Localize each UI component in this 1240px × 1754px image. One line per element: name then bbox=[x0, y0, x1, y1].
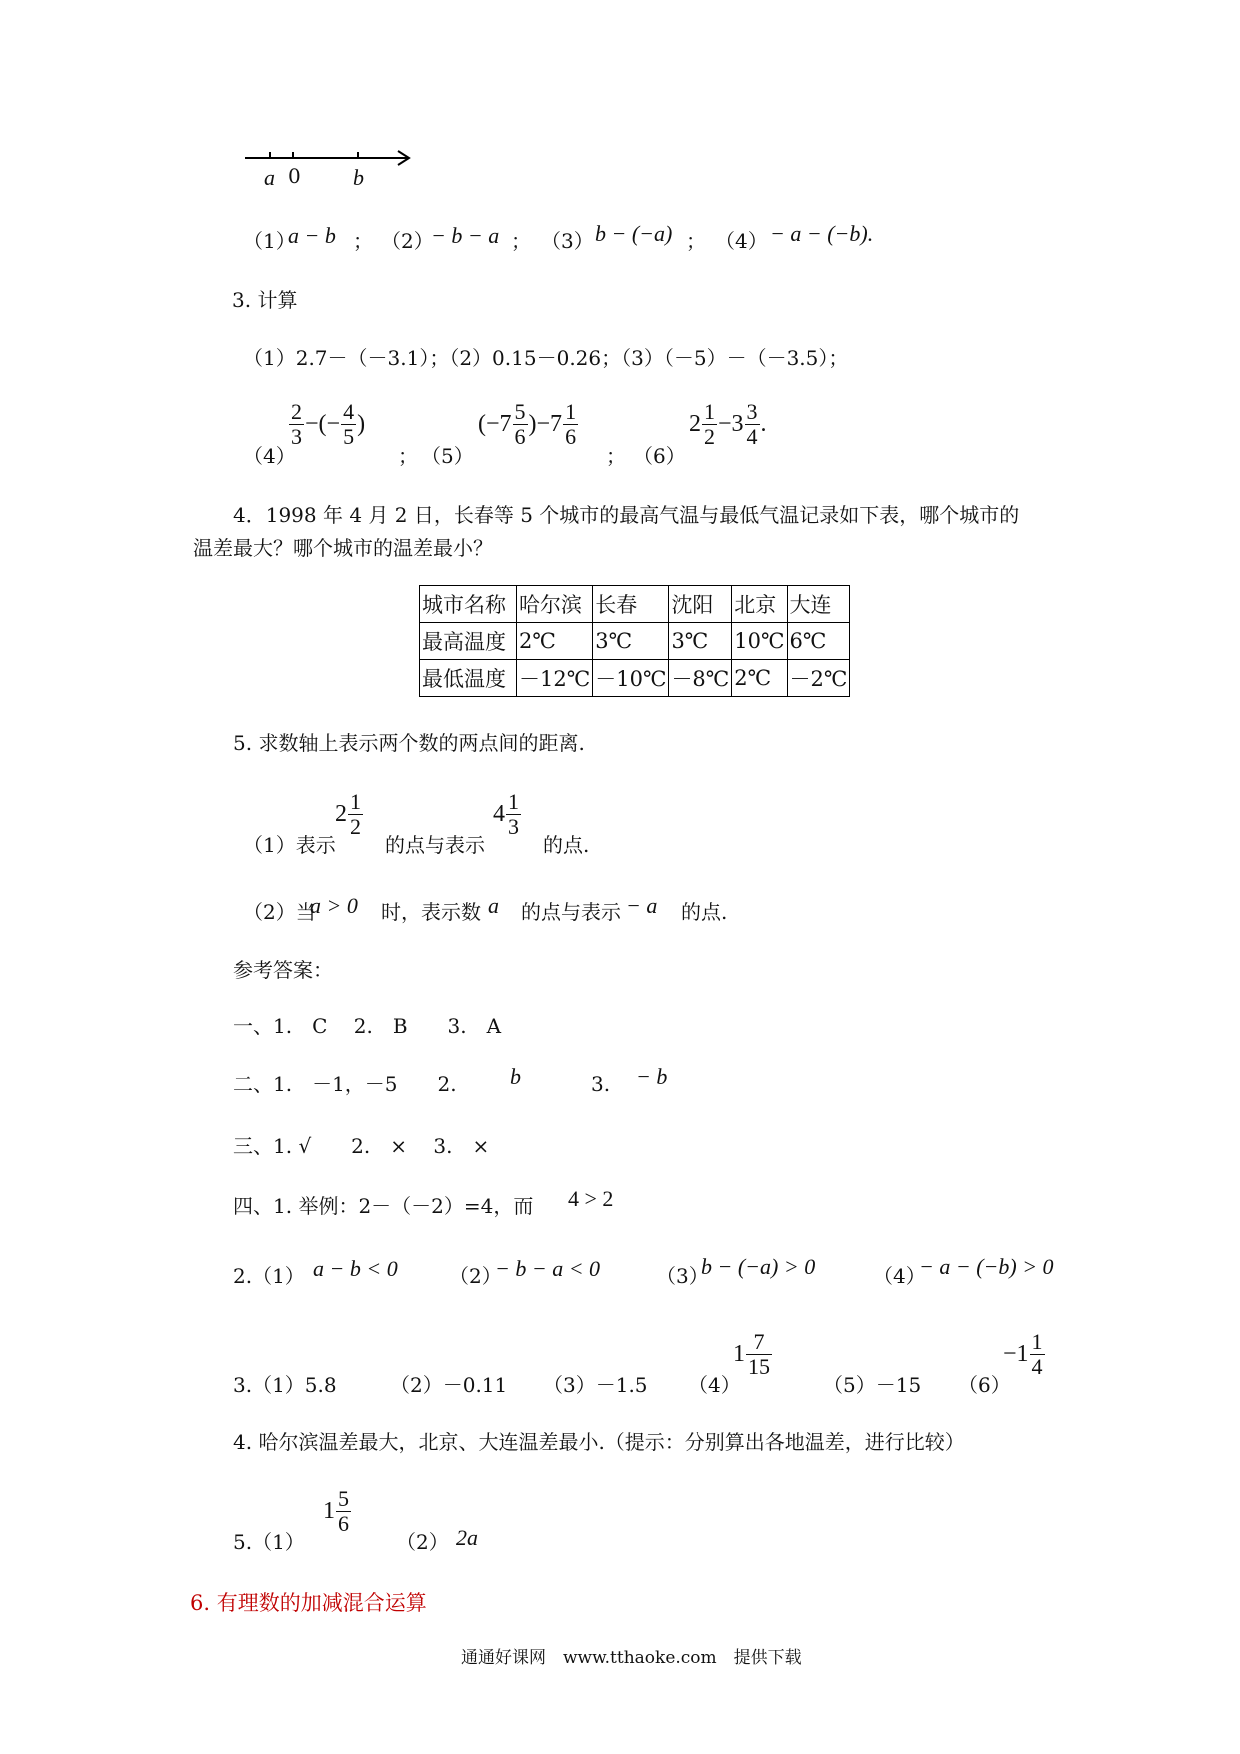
q5-2-mid2: 的点与表示 bbox=[521, 900, 621, 924]
ans4-e: 4 > 2 bbox=[568, 1186, 614, 1211]
temperature-table bbox=[419, 585, 850, 697]
ans8-e2: 2a bbox=[456, 1525, 478, 1550]
q5-1-pre: （1）表示 bbox=[243, 833, 336, 857]
ans5-p4: （4） bbox=[873, 1264, 926, 1288]
q5-part2 bbox=[243, 893, 743, 929]
q5-2-pre: （2）当 bbox=[243, 900, 316, 924]
table-cell: 3℃ bbox=[593, 623, 669, 660]
ans6-f4-w: 1 bbox=[733, 1341, 745, 1368]
q3-e4-a-den: 3 bbox=[291, 424, 302, 450]
q5-2-cond: a > 0 bbox=[310, 893, 358, 918]
q3-p5: （5） bbox=[421, 444, 474, 468]
table-cell: 6℃ bbox=[787, 623, 850, 660]
q5-1-w2: 4 bbox=[493, 801, 505, 828]
q5-1-f1-num: 1 bbox=[350, 789, 361, 814]
ans4-pre: 四、1. 举例：2－（－2）=4，而 bbox=[233, 1194, 534, 1218]
table-cell: 10℃ bbox=[732, 623, 787, 660]
ans5-pre: 2.（1） bbox=[233, 1264, 305, 1288]
ans6-l1: 3.（1）5.8 bbox=[233, 1373, 337, 1397]
q5-1-mixed2 bbox=[493, 790, 522, 839]
ans5-e2: − b − a < 0 bbox=[495, 1256, 601, 1281]
ans2-mid: 3. bbox=[591, 1072, 611, 1096]
ans6-l6: （6） bbox=[958, 1373, 1011, 1397]
number-line-label-0: 0 bbox=[288, 164, 301, 188]
q3-e4-mid: −(− bbox=[305, 411, 341, 438]
table-cell: 北京 bbox=[732, 586, 787, 623]
footer-text: 通通好课网 www.tthaoke.com 提供下载 bbox=[461, 1648, 802, 1668]
q4-line2: 温差最大？哪个城市的温差最小？ bbox=[193, 536, 493, 560]
q2-e4: − a − (−b). bbox=[770, 221, 874, 246]
table-row bbox=[420, 660, 850, 697]
q3-p6: （6） bbox=[633, 444, 686, 468]
table-cell: 大连 bbox=[787, 586, 850, 623]
q2-sep3: ； bbox=[686, 229, 706, 253]
q3-e6-b-den: 4 bbox=[746, 424, 758, 450]
q3-expr4 bbox=[288, 400, 365, 449]
ans6-f4-den: 15 bbox=[748, 1354, 770, 1380]
q3-e6-mid: −3 bbox=[718, 411, 744, 438]
answers-title: 参考答案： bbox=[233, 958, 333, 982]
q3-p4: （4） bbox=[243, 444, 296, 468]
q3-e5-a-num: 5 bbox=[514, 399, 526, 424]
table-cell: 城市名称 bbox=[420, 586, 517, 623]
ans8-p2: （2） bbox=[396, 1530, 449, 1554]
ans5-p2: （2） bbox=[449, 1264, 502, 1288]
ans2-e2: b bbox=[510, 1064, 521, 1089]
q3-line1: （1）2.7－（－3.1）；（2）0.15－0.26；（3）（－5）－（－3.5）； bbox=[243, 346, 849, 370]
q3-e4-end: ) bbox=[357, 411, 366, 438]
answer-section-4 bbox=[233, 1186, 653, 1222]
q5-1-f1-den: 2 bbox=[350, 814, 361, 840]
table-cell: 最低温度 bbox=[420, 660, 517, 697]
q2-p4: （4） bbox=[715, 229, 768, 253]
table-cell: 长春 bbox=[593, 586, 669, 623]
ans5-p3: （3） bbox=[656, 1264, 709, 1288]
q2-p1: （1） bbox=[243, 229, 296, 253]
ans8-frac bbox=[323, 1487, 352, 1536]
q5-1-post: 的点. bbox=[543, 833, 590, 857]
q5-2-neg: − a bbox=[626, 893, 658, 918]
q2-e3: b − (−a) bbox=[595, 221, 673, 246]
q2-p2: （2） bbox=[381, 229, 434, 253]
q3-e5-mid: )−7 bbox=[528, 411, 563, 438]
ans6-l5: （5）－15 bbox=[823, 1373, 922, 1397]
table-row bbox=[420, 586, 850, 623]
q3-e5-a-den: 6 bbox=[514, 424, 526, 450]
table-cell: －10℃ bbox=[593, 660, 669, 697]
answer-section-4-3 bbox=[233, 1330, 1063, 1400]
q5-1-w1: 2 bbox=[335, 801, 347, 828]
q5-1-mid: 的点与表示 bbox=[385, 833, 485, 857]
ans6-f6-den: 4 bbox=[1031, 1354, 1043, 1380]
q3-sep4: ； bbox=[398, 444, 418, 468]
q2-sep2: ； bbox=[511, 229, 531, 253]
q3-e6-w1: 2 bbox=[689, 411, 701, 438]
section-title: 6. 有理数的加减混合运算 bbox=[190, 1591, 427, 1615]
answer-section-3: 三、1. √ 2. × 3. × bbox=[233, 1134, 490, 1158]
q5-2-post: 的点. bbox=[681, 900, 728, 924]
q5-1-mixed1 bbox=[335, 790, 364, 839]
ans6-f6-num: 1 bbox=[1031, 1329, 1043, 1354]
ans6-l3: （3）－1.5 bbox=[543, 1373, 648, 1397]
ans6-f6-w: −1 bbox=[1003, 1341, 1029, 1368]
table-cell: －2℃ bbox=[787, 660, 850, 697]
number-line-label-a: a bbox=[264, 165, 275, 190]
ans2-e3: − b bbox=[636, 1064, 668, 1089]
ans8-pre: 5.（1） bbox=[233, 1530, 305, 1554]
q3-e4-b-den: 5 bbox=[343, 424, 355, 450]
q5-2-mid1: 时，表示数 bbox=[381, 900, 481, 924]
q3-e5-open: (−7 bbox=[478, 411, 512, 438]
q3-e4-b-num: 4 bbox=[343, 399, 355, 424]
answer-section-2 bbox=[233, 1064, 693, 1100]
table-cell: 沈阳 bbox=[669, 586, 732, 623]
q2-e2: − b − a bbox=[431, 223, 500, 248]
q5-part1 bbox=[243, 790, 663, 860]
answer-section-4-5 bbox=[233, 1487, 533, 1557]
table-cell: 哈尔滨 bbox=[517, 586, 593, 623]
ans5-e4: − a − (−b) > 0 bbox=[919, 1254, 1054, 1279]
q3-e5-b-den: 6 bbox=[565, 424, 577, 450]
q2-sep1: ； bbox=[353, 229, 373, 253]
table-cell: －8℃ bbox=[669, 660, 732, 697]
q3-expr6 bbox=[689, 400, 767, 449]
answer-section-1: 一、1. C 2. B 3. A bbox=[233, 1014, 502, 1038]
q4-line1: 4．1998 年 4 月 2 日，长春等 5 个城市的最高气温与最低气温记录如下表，哪个城市的 bbox=[233, 503, 1020, 527]
ans6-l4: （4） bbox=[688, 1373, 741, 1397]
q3-e6-b-num: 3 bbox=[746, 399, 758, 424]
number-line-label-b: b bbox=[353, 165, 364, 190]
q5-2-var: a bbox=[488, 893, 499, 918]
q3-e6-end: . bbox=[760, 411, 767, 438]
q3-title: 3. 计算 bbox=[232, 288, 298, 312]
q5-1-f2-num: 1 bbox=[508, 789, 519, 814]
table-cell: 2℃ bbox=[517, 623, 593, 660]
q3-e6-a-den: 2 bbox=[704, 424, 715, 450]
table-cell: 2℃ bbox=[732, 660, 787, 697]
q2-p3: （3） bbox=[541, 229, 594, 253]
q3-line2 bbox=[243, 400, 803, 470]
q3-e4-a-num: 2 bbox=[291, 399, 302, 424]
table-cell: 3℃ bbox=[669, 623, 732, 660]
table-cell: －12℃ bbox=[517, 660, 593, 697]
answer-section-4-2 bbox=[233, 1256, 1063, 1292]
table-cell: 最高温度 bbox=[420, 623, 517, 660]
q5-1-f2-den: 3 bbox=[508, 814, 519, 840]
q3-e5-b-num: 1 bbox=[565, 399, 577, 424]
q5-title: 5. 求数轴上表示两个数的两点间的距离. bbox=[233, 731, 585, 755]
q2-e1: a − b bbox=[288, 223, 336, 248]
ans5-e1: a − b < 0 bbox=[313, 1256, 398, 1281]
ans5-e3: b − (−a) > 0 bbox=[701, 1254, 816, 1279]
ans6-frac4 bbox=[733, 1330, 773, 1379]
ans8-f-num: 5 bbox=[338, 1486, 349, 1511]
ans6-frac6 bbox=[1003, 1330, 1046, 1379]
ans6-l2: （2）－0.11 bbox=[390, 1373, 508, 1397]
table-row bbox=[420, 623, 850, 660]
answer-section-4-4: 4. 哈尔滨温差最大，北京、大连温差最小.（提示：分别算出各地温差，进行比较） bbox=[233, 1430, 965, 1454]
q3-sep5: ； bbox=[606, 444, 626, 468]
q3-expr5 bbox=[478, 400, 579, 449]
q3-e6-a-num: 1 bbox=[704, 399, 715, 424]
ans8-f-w: 1 bbox=[323, 1498, 335, 1525]
ans2-pre: 二、1. －1，－5 2. bbox=[233, 1072, 457, 1096]
ans8-f-den: 6 bbox=[338, 1511, 349, 1537]
ans6-f4-num: 7 bbox=[753, 1329, 765, 1354]
